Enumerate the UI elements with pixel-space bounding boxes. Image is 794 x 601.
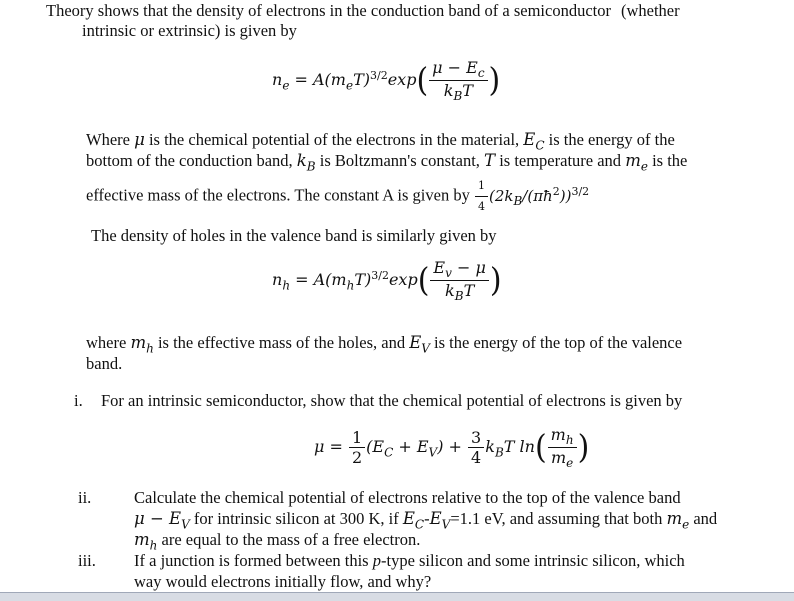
question-ii-line-3: $m_h$ are equal to the mass of a free electron. [134,530,421,553]
question-iii-number: iii. [78,551,96,570]
equation-chemical-potential: μ = $\frac{1}{2}$ $(E_C + E_V)$ + $\frac{3}{4}$ $k_BT$ ln( $\frac{m_h}{m_e}$ ) [314,425,590,471]
equation-hole-density: $n_h = A(m_hT)^{3/2}\exp$( $\frac{E_v - \mu}{k_BT}$ ) [272,258,502,304]
question-i-number: i. [74,391,83,410]
where-line-3: effective mass of the electrons. The constant A is given by $\frac{1}{4}$ $(2k_B/(\pi ħ^2))^{3/2}$ [86,176,589,217]
where2-line-1: where $m_h$ is the effective mass of the holes, and $E_V$ is the energy of the top of the valence [86,333,683,356]
intro-line-2: intrinsic or extrinsic) is given by [82,21,297,40]
where2-line-2: band. [86,354,123,373]
intro-line-1: Theory shows that the density of electrons in the conduction band of a semiconductor (whether [46,1,680,20]
equation-electron-density: $n_e = A(m_eT)^{3/2}\exp$( $\frac{\mu - E_c}{k_BT}$ ) [272,58,501,104]
question-iii-line-1: If a junction is formed between this p-type silicon and some intrinsic silicon, which [134,551,685,570]
holes-intro: The density of holes in the valence band is similarly given by [91,226,497,245]
question-iii-line-2: way would electrons initially flow, and why? [134,572,432,591]
question-ii-line-2: $\mu - E_V$ for intrinsic silicon at 300 K, if $E_C-E_V=1.1$ eV, and assuming that both $m_e$ and [134,509,718,532]
where-line-1: Where μ is the chemical potential of the electrons in the material, $E_C$ is the energy of the [86,130,675,153]
question-ii-line-1: Calculate the chemical potential of electrons relative to the top of the valence band [134,488,681,507]
question-i-text: For an intrinsic semiconductor, show that the chemical potential of electrons is given by [101,391,683,410]
question-ii-number: ii. [78,488,92,507]
where-line-2: bottom of the conduction band, $k_B$ is Boltzmann's constant, T is temperature and $m_e$ is the [86,151,688,174]
